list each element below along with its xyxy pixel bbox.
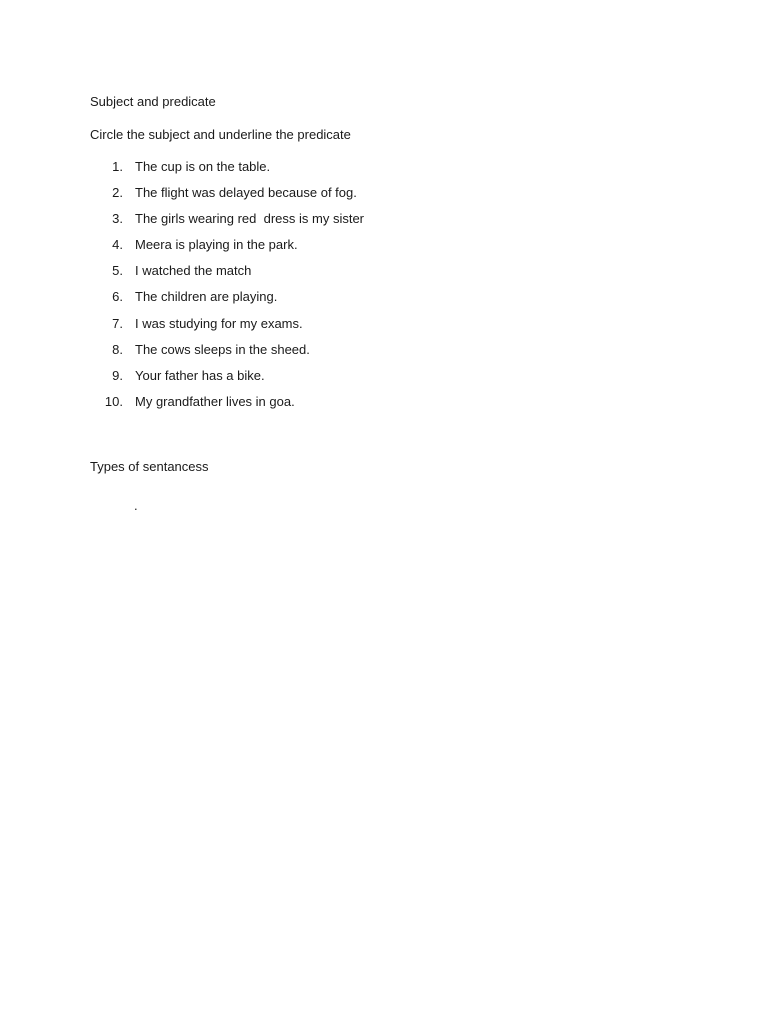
item-text: The cup is on the table. — [135, 159, 271, 174]
item-number: 6. — [112, 289, 123, 305]
item-text: The flight was delayed because of fog. — [135, 185, 357, 201]
item-number: 3. — [112, 211, 123, 227]
stray-mark: . — [134, 498, 138, 513]
page-title: Subject and predicate — [90, 94, 216, 109]
item-text: I watched the match — [135, 263, 252, 279]
item-number: 1. — [112, 159, 123, 174]
item-number: 4. — [112, 237, 123, 253]
instruction-text: Circle the subject and underline the predicate — [90, 127, 351, 142]
item-number: 5. — [112, 263, 123, 279]
item-text: The girls wearing red dress is my sister — [135, 211, 365, 227]
item-text: Your father has a bike. — [135, 367, 265, 383]
item-number: 10. — [104, 393, 123, 409]
item-text: My grandfather lives in goa. — [135, 393, 295, 409]
item-number: 7. — [112, 315, 123, 331]
item-number: 8. — [112, 341, 123, 357]
item-number: 2. — [112, 185, 123, 201]
section-title: Types of sentancess — [90, 459, 209, 474]
item-text: Meera is playing in the park. — [135, 237, 298, 253]
item-text: The cows sleeps in the sheed. — [135, 341, 310, 357]
item-number: 9. — [112, 367, 123, 383]
item-text: I was studying for my exams. — [135, 315, 303, 331]
item-text: The children are playing. — [135, 289, 278, 305]
